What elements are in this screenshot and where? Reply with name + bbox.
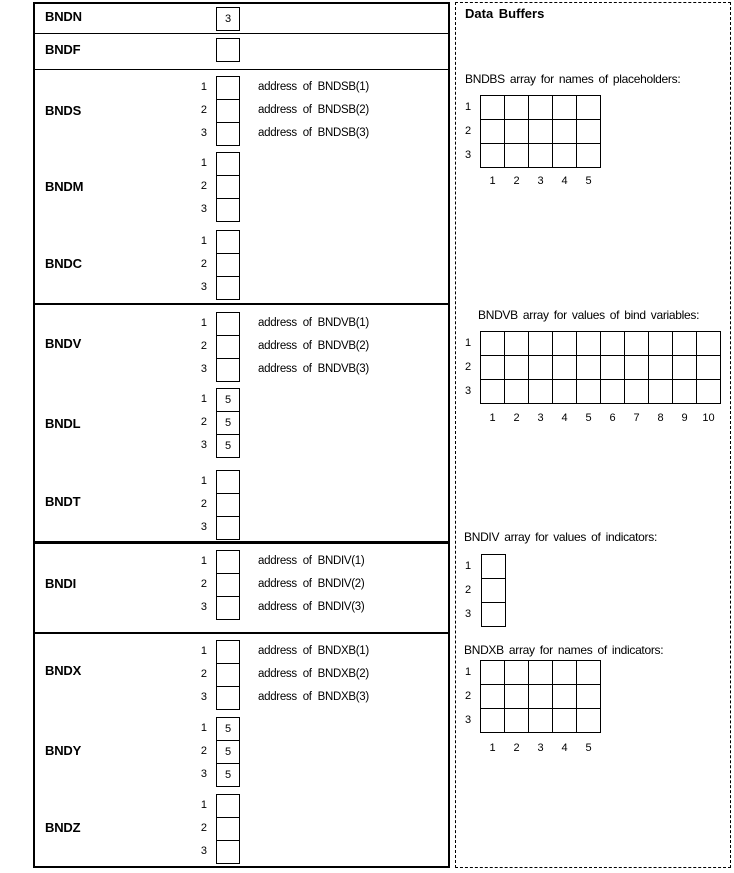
bndvb-col-label-1: 1 [489, 412, 496, 424]
bndvb-col-label-8: 8 [657, 412, 664, 424]
register-label-bndi: BNDI [45, 576, 76, 591]
bndc-cell-1 [216, 230, 240, 254]
bndvb-cell-r3c3 [528, 379, 553, 404]
bndv-cell-3 [216, 358, 240, 382]
bndbs-cell-r1c2 [504, 95, 529, 120]
bndvb-cell-r1c9 [672, 331, 697, 356]
array-caption-bndxb: BNDXB array for names of indicators: [464, 643, 664, 657]
bndbs-col-label-4: 4 [561, 175, 568, 187]
bndbs-cell-r3c4 [552, 143, 577, 168]
bndx-index-3: 3 [200, 691, 207, 703]
bndbs-cell-r2c1 [480, 119, 505, 144]
bndl-index-2: 2 [200, 416, 207, 428]
bndbs-cell-r1c4 [552, 95, 577, 120]
bndc-cell-2 [216, 253, 240, 277]
bndbs-cell-r1c5 [576, 95, 601, 120]
bndx-cell-3 [216, 686, 240, 710]
bndvb-cell-r3c9 [672, 379, 697, 404]
bndbs-cell-r3c5 [576, 143, 601, 168]
bndv-annotation-3: address of BNDVB(3) [258, 363, 369, 375]
bndiv-row-label-2: 2 [464, 584, 472, 596]
bndv-index-1: 1 [200, 317, 207, 329]
panel-title: Data Buffers [465, 6, 545, 21]
bndiv-row-label-3: 3 [464, 608, 472, 620]
bndvb-cell-r3c8 [648, 379, 673, 404]
bndc-cell-3 [216, 276, 240, 300]
bndl-cell-1: 5 [216, 388, 240, 412]
bndc-index-3: 3 [200, 281, 207, 293]
bndm-index-3: 3 [200, 203, 207, 215]
register-label-bndm: BNDM [45, 179, 84, 194]
bnds-annotation-3: address of BNDSB(3) [258, 127, 369, 139]
bndvb-cell-r2c9 [672, 355, 697, 380]
register-label-bndn: BNDN [45, 9, 82, 24]
bndi-annotation-2: address of BNDIV(2) [258, 578, 365, 590]
bndbs-cell-r2c2 [504, 119, 529, 144]
array-caption-bndbs: BNDBS array for names of placeholders: [465, 72, 681, 86]
section-divider [33, 69, 450, 70]
bndbs-row-label-2: 2 [464, 125, 472, 137]
bndx-annotation-1: address of BNDXB(1) [258, 645, 369, 657]
bndiv-cell-r1c1 [481, 554, 506, 579]
bndm-cell-1 [216, 152, 240, 176]
bndvb-cell-r3c7 [624, 379, 649, 404]
bndz-cell-1 [216, 794, 240, 818]
bndi-index-1: 1 [200, 555, 207, 567]
bndbs-cell-r1c3 [528, 95, 553, 120]
bndx-index-1: 1 [200, 645, 207, 657]
bndvb-cell-r1c8 [648, 331, 673, 356]
bndvb-col-label-6: 6 [609, 412, 616, 424]
bnds-index-1: 1 [200, 81, 207, 93]
bndvb-cell-r1c3 [528, 331, 553, 356]
bndxb-cell-r2c5 [576, 684, 601, 709]
bndy-cell-3: 5 [216, 763, 240, 787]
bndxb-cell-r2c4 [552, 684, 577, 709]
array-caption-bndvb: BNDVB array for values of bind variables: [478, 308, 700, 322]
bndi-annotation-3: address of BNDIV(3) [258, 601, 365, 613]
bndbs-row-label-3: 3 [464, 149, 472, 161]
bndvb-cell-r3c2 [504, 379, 529, 404]
bndt-cell-1 [216, 470, 240, 494]
bndv-cell-1 [216, 312, 240, 336]
bndbs-cell-r3c1 [480, 143, 505, 168]
bndvb-cell-r2c8 [648, 355, 673, 380]
bndvb-cell-r3c5 [576, 379, 601, 404]
bndvb-col-label-4: 4 [561, 412, 568, 424]
bndi-cell-2 [216, 573, 240, 597]
section-divider [33, 541, 450, 544]
bndvb-col-label-7: 7 [633, 412, 640, 424]
bnds-cell-2 [216, 99, 240, 123]
bndvb-cell-r3c1 [480, 379, 505, 404]
bndl-cell-3: 5 [216, 434, 240, 458]
register-label-bndc: BNDC [45, 256, 82, 271]
bnds-cell-1 [216, 76, 240, 100]
bndy-cell-2: 5 [216, 740, 240, 764]
bndz-index-2: 2 [200, 822, 207, 834]
bndxb-col-label-4: 4 [561, 742, 568, 754]
bndxb-row-label-3: 3 [464, 714, 472, 726]
bndi-index-2: 2 [200, 578, 207, 590]
bndn-cell-1: 3 [216, 7, 240, 31]
bndbs-cell-r2c5 [576, 119, 601, 144]
bndi-index-3: 3 [200, 601, 207, 613]
section-divider [33, 632, 450, 634]
bnds-index-3: 3 [200, 127, 207, 139]
register-label-bndf: BNDF [45, 42, 81, 57]
bndxb-cell-r3c3 [528, 708, 553, 733]
bndv-annotation-2: address of BNDVB(2) [258, 340, 369, 352]
register-label-bnds: BNDS [45, 103, 82, 118]
bndi-annotation-1: address of BNDIV(1) [258, 555, 365, 567]
bndz-index-1: 1 [200, 799, 207, 811]
bndvb-cell-r3c10 [696, 379, 721, 404]
bndt-index-3: 3 [200, 521, 207, 533]
bndvb-cell-r1c10 [696, 331, 721, 356]
bndc-index-1: 1 [200, 235, 207, 247]
bndbs-col-label-2: 2 [513, 175, 520, 187]
bndvb-col-label-9: 9 [681, 412, 688, 424]
bndxb-cell-r2c2 [504, 684, 529, 709]
bnds-annotation-2: address of BNDSB(2) [258, 104, 369, 116]
bndl-cell-2: 5 [216, 411, 240, 435]
bndy-cell-1: 5 [216, 717, 240, 741]
bndvb-row-label-1: 1 [464, 337, 472, 349]
bnds-index-2: 2 [200, 104, 207, 116]
bnds-annotation-1: address of BNDSB(1) [258, 81, 369, 93]
bndx-index-2: 2 [200, 668, 207, 680]
register-label-bndt: BNDT [45, 494, 81, 509]
bndbs-cell-r2c3 [528, 119, 553, 144]
bndxb-row-label-2: 2 [464, 690, 472, 702]
bndc-index-2: 2 [200, 258, 207, 270]
bndz-index-3: 3 [200, 845, 207, 857]
bndvb-cell-r1c2 [504, 331, 529, 356]
bndm-index-1: 1 [200, 157, 207, 169]
bndv-cell-2 [216, 335, 240, 359]
bndvb-row-label-3: 3 [464, 385, 472, 397]
bndbs-cell-r3c2 [504, 143, 529, 168]
register-label-bndz: BNDZ [45, 820, 81, 835]
bndi-cell-3 [216, 596, 240, 620]
bndvb-col-label-2: 2 [513, 412, 520, 424]
bndvb-cell-r1c5 [576, 331, 601, 356]
bndiv-cell-r3c1 [481, 602, 506, 627]
bndvb-cell-r3c4 [552, 379, 577, 404]
bndxb-col-label-1: 1 [489, 742, 496, 754]
bndiv-row-label-1: 1 [464, 560, 472, 572]
bndiv-cell-r2c1 [481, 578, 506, 603]
bndvb-cell-r2c3 [528, 355, 553, 380]
register-label-bndv: BNDV [45, 336, 82, 351]
bndxb-cell-r1c3 [528, 660, 553, 685]
bndx-annotation-3: address of BNDXB(3) [258, 691, 369, 703]
bndvb-cell-r2c2 [504, 355, 529, 380]
bndvb-cell-r2c6 [600, 355, 625, 380]
bndbs-cell-r2c4 [552, 119, 577, 144]
bndvb-cell-r2c4 [552, 355, 577, 380]
bndv-annotation-1: address of BNDVB(1) [258, 317, 369, 329]
bndt-cell-3 [216, 516, 240, 540]
bndvb-cell-r2c5 [576, 355, 601, 380]
bndt-cell-2 [216, 493, 240, 517]
bndvb-cell-r1c1 [480, 331, 505, 356]
bndvb-cell-r1c7 [624, 331, 649, 356]
bndy-index-2: 2 [200, 745, 207, 757]
bndm-cell-3 [216, 198, 240, 222]
bndxb-cell-r3c2 [504, 708, 529, 733]
bnds-cell-3 [216, 122, 240, 146]
bndbs-row-label-1: 1 [464, 101, 472, 113]
bndxb-cell-r1c4 [552, 660, 577, 685]
bndxb-row-label-1: 1 [464, 666, 472, 678]
bndvb-cell-r2c1 [480, 355, 505, 380]
bndt-index-1: 1 [200, 475, 207, 487]
bndbs-col-label-1: 1 [489, 175, 496, 187]
bndv-index-3: 3 [200, 363, 207, 375]
bndvb-cell-r3c6 [600, 379, 625, 404]
bndm-index-2: 2 [200, 180, 207, 192]
bndxb-cell-r3c4 [552, 708, 577, 733]
bndxb-cell-r3c1 [480, 708, 505, 733]
bndvb-cell-r2c10 [696, 355, 721, 380]
bndf-cell-1 [216, 38, 240, 62]
bndi-cell-1 [216, 550, 240, 574]
bndm-cell-2 [216, 175, 240, 199]
bndxb-cell-r1c5 [576, 660, 601, 685]
bndx-cell-2 [216, 663, 240, 687]
bndbs-col-label-5: 5 [585, 175, 592, 187]
bndx-cell-1 [216, 640, 240, 664]
register-label-bndy: BNDY [45, 743, 82, 758]
bndxb-col-label-2: 2 [513, 742, 520, 754]
bndvb-cell-r1c4 [552, 331, 577, 356]
bind-descriptor-panel [33, 2, 450, 868]
bndvb-col-label-10: 10 [702, 412, 715, 424]
bndxb-cell-r2c1 [480, 684, 505, 709]
bndvb-cell-r2c7 [624, 355, 649, 380]
bndxb-cell-r1c2 [504, 660, 529, 685]
section-divider [33, 303, 450, 305]
array-caption-bndiv: BNDIV array for values of indicators: [464, 530, 657, 544]
bndt-index-2: 2 [200, 498, 207, 510]
bndxb-cell-r2c3 [528, 684, 553, 709]
bndbs-col-label-3: 3 [537, 175, 544, 187]
bndy-index-1: 1 [200, 722, 207, 734]
bndvb-col-label-5: 5 [585, 412, 592, 424]
bndbs-cell-r1c1 [480, 95, 505, 120]
register-label-bndx: BNDX [45, 663, 82, 678]
bndxb-cell-r3c5 [576, 708, 601, 733]
bndvb-row-label-2: 2 [464, 361, 472, 373]
bndz-cell-3 [216, 840, 240, 864]
bndxb-col-label-3: 3 [537, 742, 544, 754]
bndxb-cell-r1c1 [480, 660, 505, 685]
bndz-cell-2 [216, 817, 240, 841]
bndl-index-1: 1 [200, 393, 207, 405]
section-divider [33, 33, 450, 34]
bndl-index-3: 3 [200, 439, 207, 451]
bndvb-cell-r1c6 [600, 331, 625, 356]
bndy-index-3: 3 [200, 768, 207, 780]
bndx-annotation-2: address of BNDXB(2) [258, 668, 369, 680]
bndvb-col-label-3: 3 [537, 412, 544, 424]
bndbs-cell-r3c3 [528, 143, 553, 168]
bndv-index-2: 2 [200, 340, 207, 352]
register-label-bndl: BNDL [45, 416, 81, 431]
bndxb-col-label-5: 5 [585, 742, 592, 754]
